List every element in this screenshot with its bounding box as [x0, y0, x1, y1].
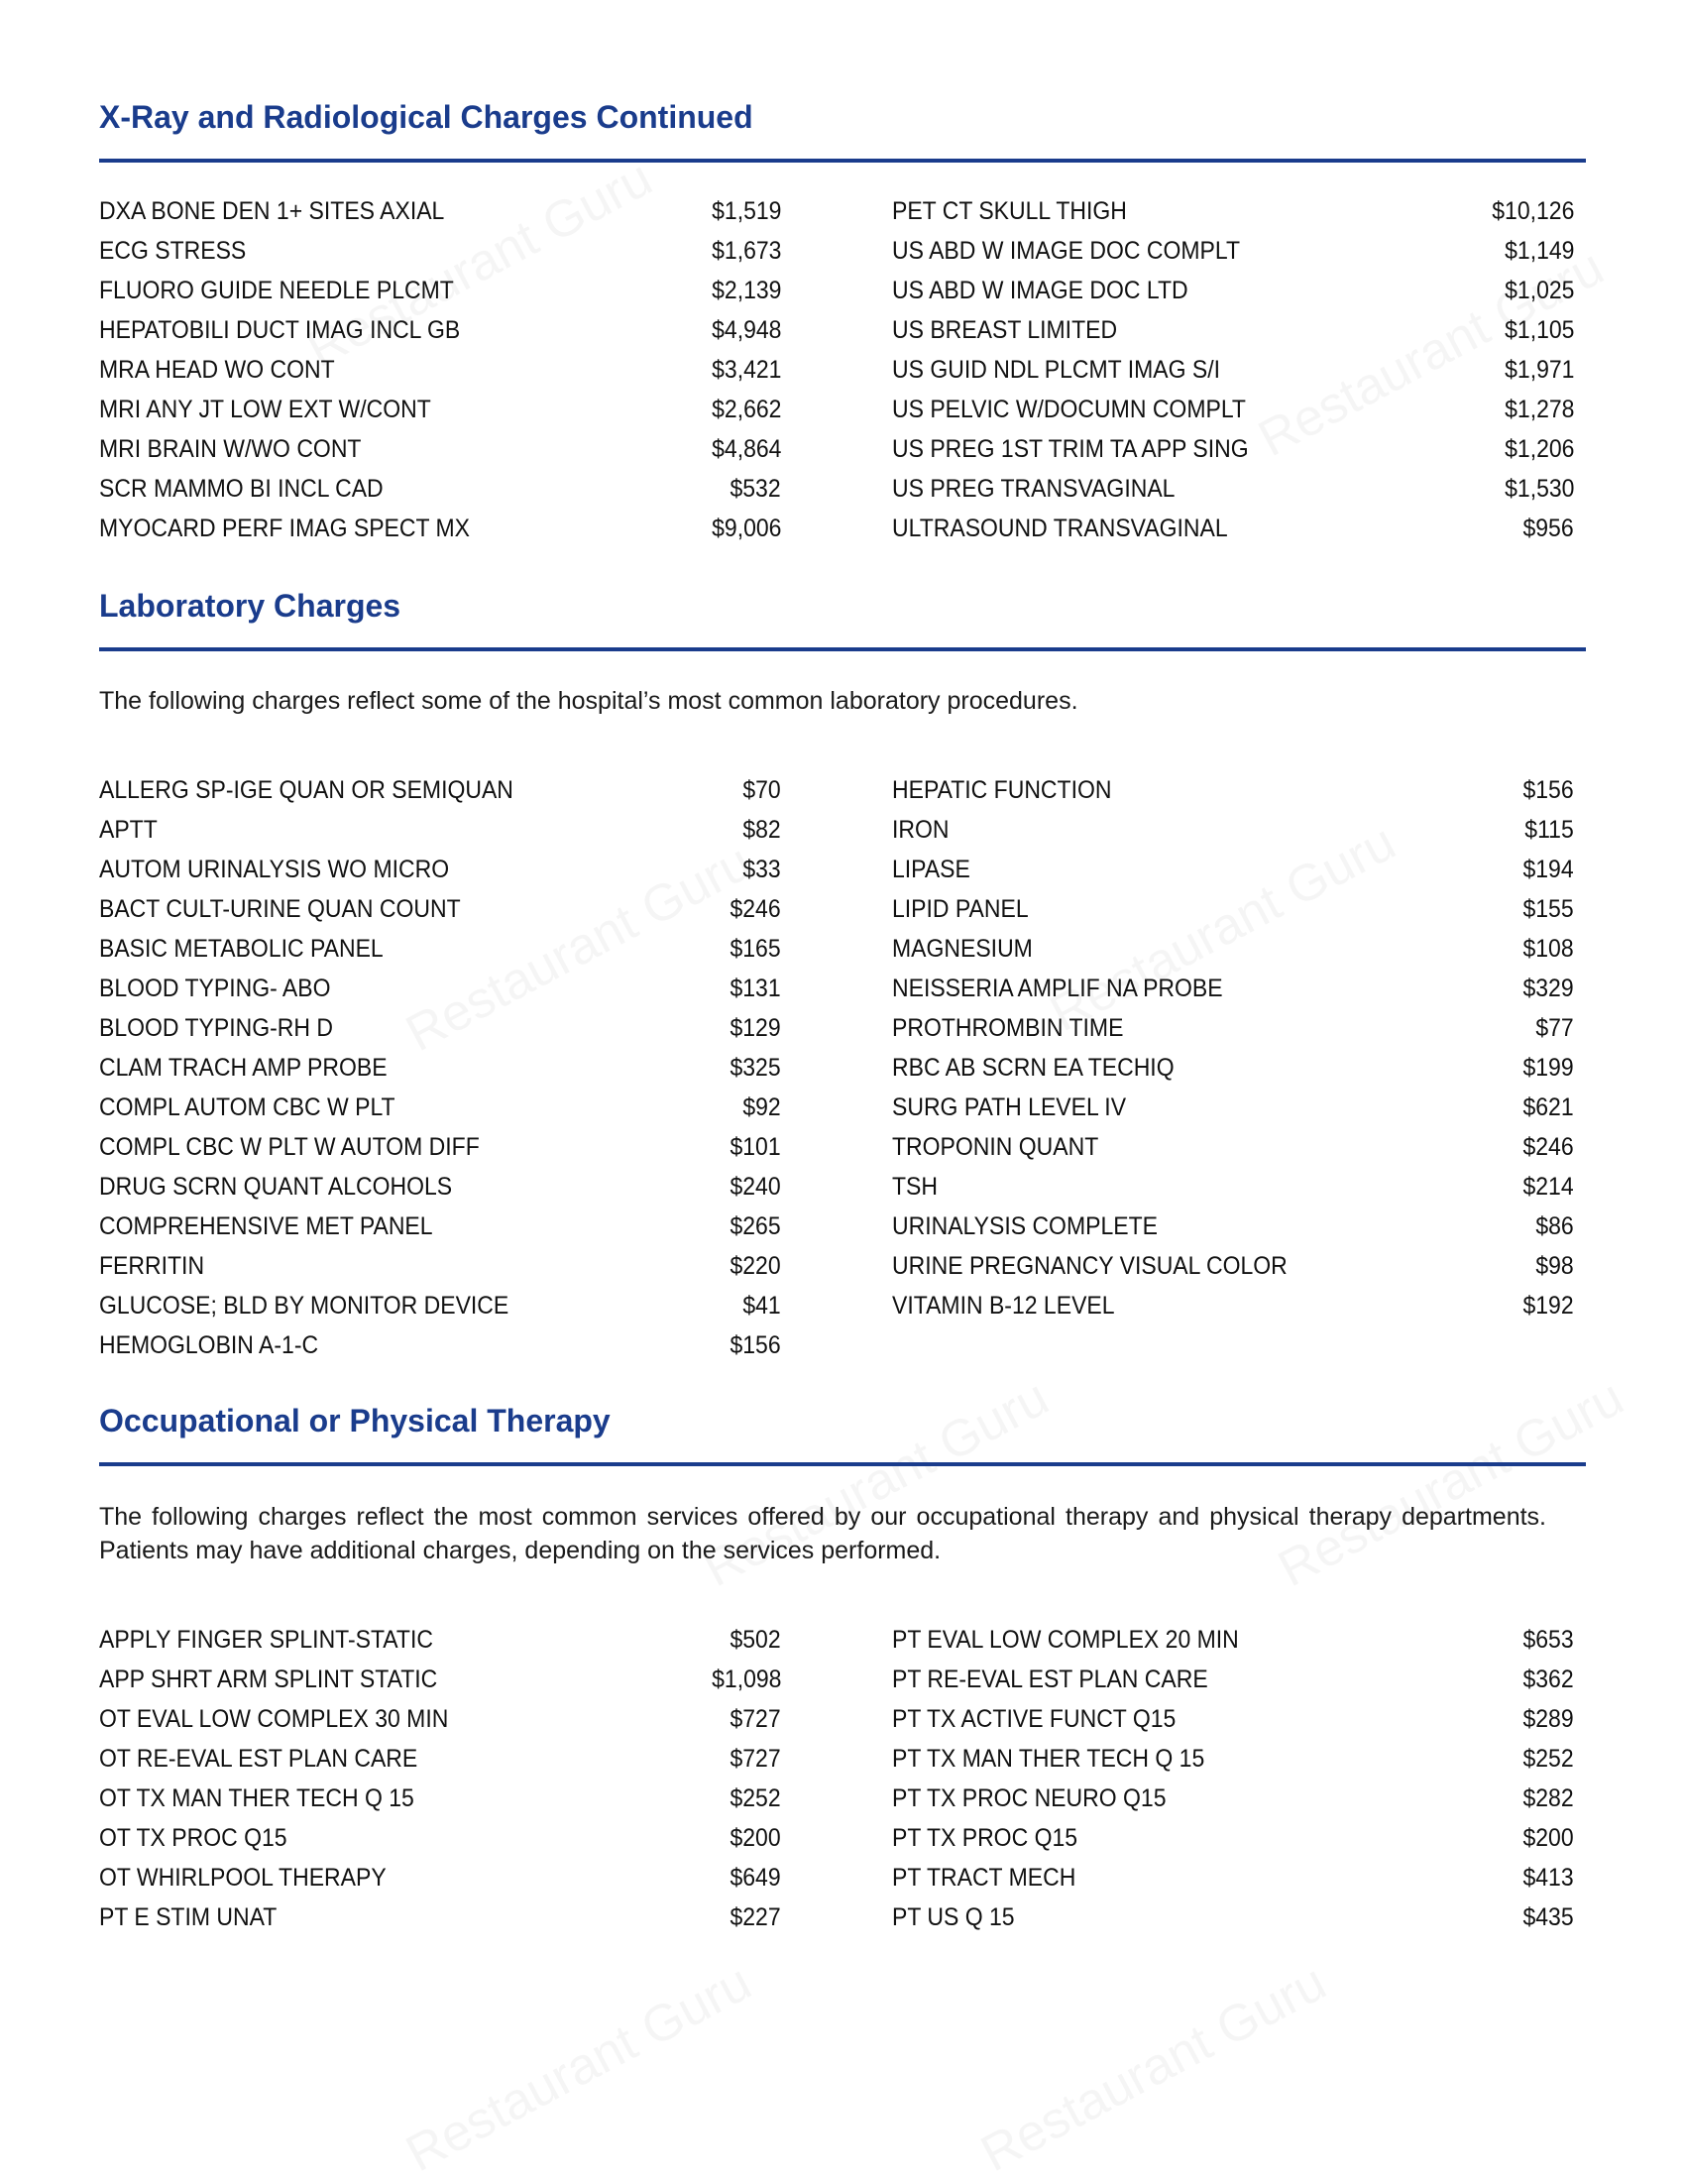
charge-row — [99, 1858, 781, 1897]
charge-price: $3,421 — [711, 355, 781, 384]
charge-price: $98 — [1535, 1251, 1574, 1280]
xray-section-divider — [99, 159, 1586, 163]
charge-price: $727 — [730, 1744, 781, 1773]
charge-price: $1,519 — [711, 196, 781, 225]
charge-row — [892, 1660, 1574, 1699]
charge-price: $413 — [1522, 1863, 1574, 1892]
charge-price: $1,098 — [711, 1665, 781, 1693]
charge-row — [892, 231, 1574, 271]
charge-name: PT US Q 15 — [892, 1902, 1015, 1931]
charge-name: MYOCARD PERF IMAG SPECT MX — [99, 514, 471, 542]
charge-row — [99, 1048, 781, 1088]
charge-row — [99, 929, 781, 969]
charge-price: $1,530 — [1504, 474, 1574, 503]
charge-price: $33 — [742, 855, 781, 883]
charge-price: $653 — [1522, 1625, 1574, 1654]
lab-intro-text: The following charges reflect some of the hospital’s most common laboratory procedures. — [99, 687, 1078, 715]
charge-row — [892, 429, 1574, 469]
charge-name: PT TX MAN THER TECH Q 15 — [892, 1744, 1205, 1773]
charge-price: $252 — [1522, 1744, 1574, 1773]
lab-section-divider — [99, 647, 1586, 651]
charge-name: LIPASE — [892, 855, 970, 883]
charge-name: APP SHRT ARM SPLINT STATIC — [99, 1665, 438, 1693]
xray-left-list — [99, 191, 781, 548]
charge-name: ECG STRESS — [99, 236, 247, 265]
charge-price: $240 — [730, 1172, 781, 1201]
charge-price: $329 — [1522, 974, 1574, 1002]
charge-price: $9,006 — [711, 514, 781, 542]
charge-row — [892, 889, 1574, 929]
charge-row — [892, 1048, 1574, 1088]
lab-section-title: Laboratory Charges — [99, 588, 401, 624]
charge-price: $82 — [742, 815, 781, 844]
charge-price: $1,149 — [1504, 236, 1574, 265]
charge-row — [892, 850, 1574, 889]
therapy-section-title: Occupational or Physical Therapy — [99, 1403, 611, 1438]
charge-price: $200 — [730, 1823, 781, 1852]
charge-price: $435 — [1522, 1902, 1574, 1931]
charge-name: RBC AB SCRN EA TECHIQ — [892, 1053, 1175, 1082]
charge-price: $1,025 — [1504, 276, 1574, 304]
charge-name: COMPL AUTOM CBC W PLT — [99, 1092, 395, 1121]
charge-name: FERRITIN — [99, 1251, 205, 1280]
charge-name: ULTRASOUND TRANSVAGINAL — [892, 514, 1228, 542]
charge-name: VITAMIN B-12 LEVEL — [892, 1291, 1115, 1320]
charge-price: $532 — [730, 474, 781, 503]
charge-price: $1,971 — [1504, 355, 1574, 384]
charge-price: $2,139 — [711, 276, 781, 304]
charge-row — [99, 231, 781, 271]
charge-row — [892, 350, 1574, 390]
charge-price: $1,673 — [711, 236, 781, 265]
charge-name: OT WHIRLPOOL THERAPY — [99, 1863, 387, 1892]
charge-name: HEPATOBILI DUCT IMAG INCL GB — [99, 315, 461, 344]
charge-name: PT TX PROC Q15 — [892, 1823, 1078, 1852]
charge-row — [892, 271, 1574, 310]
charge-row — [892, 1207, 1574, 1246]
charge-row — [99, 1620, 781, 1660]
charge-row — [99, 1127, 781, 1167]
charge-price: $502 — [730, 1625, 781, 1654]
charge-name: SURG PATH LEVEL IV — [892, 1092, 1127, 1121]
lab-left-list — [99, 770, 781, 1365]
charge-name: SCR MAMMO BI INCL CAD — [99, 474, 384, 503]
charge-name: BACT CULT-URINE QUAN COUNT — [99, 894, 461, 923]
charge-price: $10,126 — [1491, 196, 1574, 225]
charge-name: MRI BRAIN W/WO CONT — [99, 434, 362, 463]
charge-name: TSH — [892, 1172, 938, 1201]
therapy-right-list — [892, 1620, 1574, 1937]
charge-name: TROPONIN QUANT — [892, 1132, 1099, 1161]
charge-row — [99, 889, 781, 929]
charge-row — [99, 969, 781, 1008]
charge-row — [99, 469, 781, 509]
charge-name: US PREG 1ST TRIM TA APP SING — [892, 434, 1249, 463]
charge-row — [892, 1897, 1574, 1937]
charge-price: $194 — [1522, 855, 1574, 883]
charge-price: $246 — [1522, 1132, 1574, 1161]
charge-price: $214 — [1522, 1172, 1574, 1201]
charge-row — [892, 1779, 1574, 1818]
charge-name: DXA BONE DEN 1+ SITES AXIAL — [99, 196, 445, 225]
charge-name: PT RE-EVAL EST PLAN CARE — [892, 1665, 1208, 1693]
charge-row — [892, 1620, 1574, 1660]
charge-row — [892, 191, 1574, 231]
charge-price: $1,278 — [1504, 395, 1574, 423]
charge-price: $192 — [1522, 1291, 1574, 1320]
charge-name: PT TRACT MECH — [892, 1863, 1076, 1892]
watermark — [971, 1953, 1336, 2184]
charge-name: OT TX MAN THER TECH Q 15 — [99, 1783, 414, 1812]
charge-price: $220 — [730, 1251, 781, 1280]
watermark — [396, 1953, 761, 2184]
charge-price: $70 — [742, 775, 781, 804]
charge-row — [892, 810, 1574, 850]
charge-price: $649 — [730, 1863, 781, 1892]
charge-price: $265 — [730, 1211, 781, 1240]
charge-price: $156 — [730, 1330, 781, 1359]
charge-row — [892, 1008, 1574, 1048]
charge-price: $621 — [1522, 1092, 1574, 1121]
charge-price: $252 — [730, 1783, 781, 1812]
charge-name: DRUG SCRN QUANT ALCOHOLS — [99, 1172, 453, 1201]
charge-price: $165 — [730, 934, 781, 963]
charge-name: OT EVAL LOW COMPLEX 30 MIN — [99, 1704, 449, 1733]
charge-row — [99, 1897, 781, 1937]
charge-row — [99, 509, 781, 548]
charge-price: $77 — [1535, 1013, 1574, 1042]
charge-row — [99, 429, 781, 469]
charge-name: OT TX PROC Q15 — [99, 1823, 287, 1852]
charge-name: URINALYSIS COMPLETE — [892, 1211, 1158, 1240]
charge-price: $156 — [1522, 775, 1574, 804]
charge-name: US PREG TRANSVAGINAL — [892, 474, 1176, 503]
charge-name: PT TX PROC NEURO Q15 — [892, 1783, 1167, 1812]
charge-price: $199 — [1522, 1053, 1574, 1082]
charge-row — [99, 1246, 781, 1286]
charge-row — [99, 1739, 781, 1779]
charge-row — [99, 271, 781, 310]
charge-price: $289 — [1522, 1704, 1574, 1733]
charge-price: $131 — [730, 974, 781, 1002]
charge-row — [892, 969, 1574, 1008]
charge-row — [892, 509, 1574, 548]
charge-row — [99, 1779, 781, 1818]
charge-row — [892, 1699, 1574, 1739]
charge-name: ALLERG SP-IGE QUAN OR SEMIQUAN — [99, 775, 513, 804]
charge-row — [99, 191, 781, 231]
charge-row — [99, 1286, 781, 1325]
charge-name: COMPREHENSIVE MET PANEL — [99, 1211, 433, 1240]
charge-price: $4,864 — [711, 434, 781, 463]
charge-price: $108 — [1522, 934, 1574, 963]
charge-name: OT RE-EVAL EST PLAN CARE — [99, 1744, 418, 1773]
charge-price: $92 — [742, 1092, 781, 1121]
charge-name: PT E STIM UNAT — [99, 1902, 278, 1931]
charge-row — [99, 1167, 781, 1207]
charge-price: $1,206 — [1504, 434, 1574, 463]
charge-name: PROTHROMBIN TIME — [892, 1013, 1124, 1042]
charge-name: LIPID PANEL — [892, 894, 1029, 923]
charge-price: $362 — [1522, 1665, 1574, 1693]
therapy-left-list — [99, 1620, 781, 1937]
charge-name: NEISSERIA AMPLIF NA PROBE — [892, 974, 1223, 1002]
charge-name: CLAM TRACH AMP PROBE — [99, 1053, 388, 1082]
therapy-intro-text: The following charges reflect the most common services offered by our occupational therapy and physical therapy departments. Patients may have additional charges, depending on the services performed. — [99, 1503, 1546, 1564]
charge-price: $155 — [1522, 894, 1574, 923]
charge-price: $246 — [730, 894, 781, 923]
charge-name: BLOOD TYPING-RH D — [99, 1013, 334, 1042]
charge-price: $282 — [1522, 1783, 1574, 1812]
charge-row — [892, 1167, 1574, 1207]
charge-name: MAGNESIUM — [892, 934, 1033, 963]
charge-name: HEPATIC FUNCTION — [892, 775, 1112, 804]
charge-name: PT EVAL LOW COMPLEX 20 MIN — [892, 1625, 1239, 1654]
charge-row — [99, 770, 781, 810]
charge-row — [892, 1127, 1574, 1167]
charge-row — [99, 1660, 781, 1699]
charge-row — [892, 1818, 1574, 1858]
charge-row — [892, 1246, 1574, 1286]
charge-row — [892, 929, 1574, 969]
charge-name: URINE PREGNANCY VISUAL COLOR — [892, 1251, 1288, 1280]
charge-name: HEMOGLOBIN A-1-C — [99, 1330, 319, 1359]
charge-row — [99, 390, 781, 429]
charge-row — [892, 310, 1574, 350]
charge-price: $2,662 — [711, 395, 781, 423]
charge-price: $129 — [730, 1013, 781, 1042]
charge-row — [99, 1818, 781, 1858]
charge-row — [892, 1088, 1574, 1127]
charge-name: IRON — [892, 815, 950, 844]
lab-right-list — [892, 770, 1574, 1325]
charge-row — [99, 1088, 781, 1127]
charge-name: GLUCOSE; BLD BY MONITOR DEVICE — [99, 1291, 509, 1320]
charge-name: US ABD W IMAGE DOC LTD — [892, 276, 1188, 304]
charge-row — [892, 469, 1574, 509]
charge-row — [892, 390, 1574, 429]
xray-right-list — [892, 191, 1574, 548]
charge-row — [99, 350, 781, 390]
charge-name: US PELVIC W/DOCUMN COMPLT — [892, 395, 1246, 423]
charge-price: $115 — [1524, 815, 1574, 844]
charge-name: PET CT SKULL THIGH — [892, 196, 1127, 225]
charge-price: $4,948 — [711, 315, 781, 344]
therapy-section-divider — [99, 1462, 1586, 1466]
charge-name: US ABD W IMAGE DOC COMPLT — [892, 236, 1241, 265]
charge-row — [892, 770, 1574, 810]
charge-price: $41 — [742, 1291, 781, 1320]
charge-row — [99, 1008, 781, 1048]
charge-name: MRI ANY JT LOW EXT W/CONT — [99, 395, 431, 423]
charge-name: PT TX ACTIVE FUNCT Q15 — [892, 1704, 1177, 1733]
charge-row — [892, 1739, 1574, 1779]
charge-price: $101 — [730, 1132, 781, 1161]
charge-name: US BREAST LIMITED — [892, 315, 1118, 344]
charge-name: BLOOD TYPING- ABO — [99, 974, 331, 1002]
charge-row — [99, 810, 781, 850]
charge-price: $200 — [1522, 1823, 1574, 1852]
charge-name: APPLY FINGER SPLINT-STATIC — [99, 1625, 433, 1654]
charge-price: $227 — [730, 1902, 781, 1931]
charge-price: $956 — [1522, 514, 1574, 542]
charge-row — [99, 1207, 781, 1246]
charge-name: US GUID NDL PLCMT IMAG S/I — [892, 355, 1220, 384]
charge-name: BASIC METABOLIC PANEL — [99, 934, 384, 963]
charge-price: $86 — [1535, 1211, 1574, 1240]
xray-section-title: X-Ray and Radiological Charges Continued — [99, 99, 753, 135]
charge-name: APTT — [99, 815, 158, 844]
charge-name: MRA HEAD WO CONT — [99, 355, 335, 384]
charge-row — [99, 1699, 781, 1739]
charge-price: $325 — [730, 1053, 781, 1082]
charge-row — [99, 850, 781, 889]
charge-row — [99, 1325, 781, 1365]
charge-name: AUTOM URINALYSIS WO MICRO — [99, 855, 450, 883]
charge-name: FLUORO GUIDE NEEDLE PLCMT — [99, 276, 454, 304]
charge-name: COMPL CBC W PLT W AUTOM DIFF — [99, 1132, 480, 1161]
charge-row — [892, 1286, 1574, 1325]
charge-price: $1,105 — [1504, 315, 1574, 344]
charge-price: $727 — [730, 1704, 781, 1733]
charge-row — [99, 310, 781, 350]
charge-row — [892, 1858, 1574, 1897]
